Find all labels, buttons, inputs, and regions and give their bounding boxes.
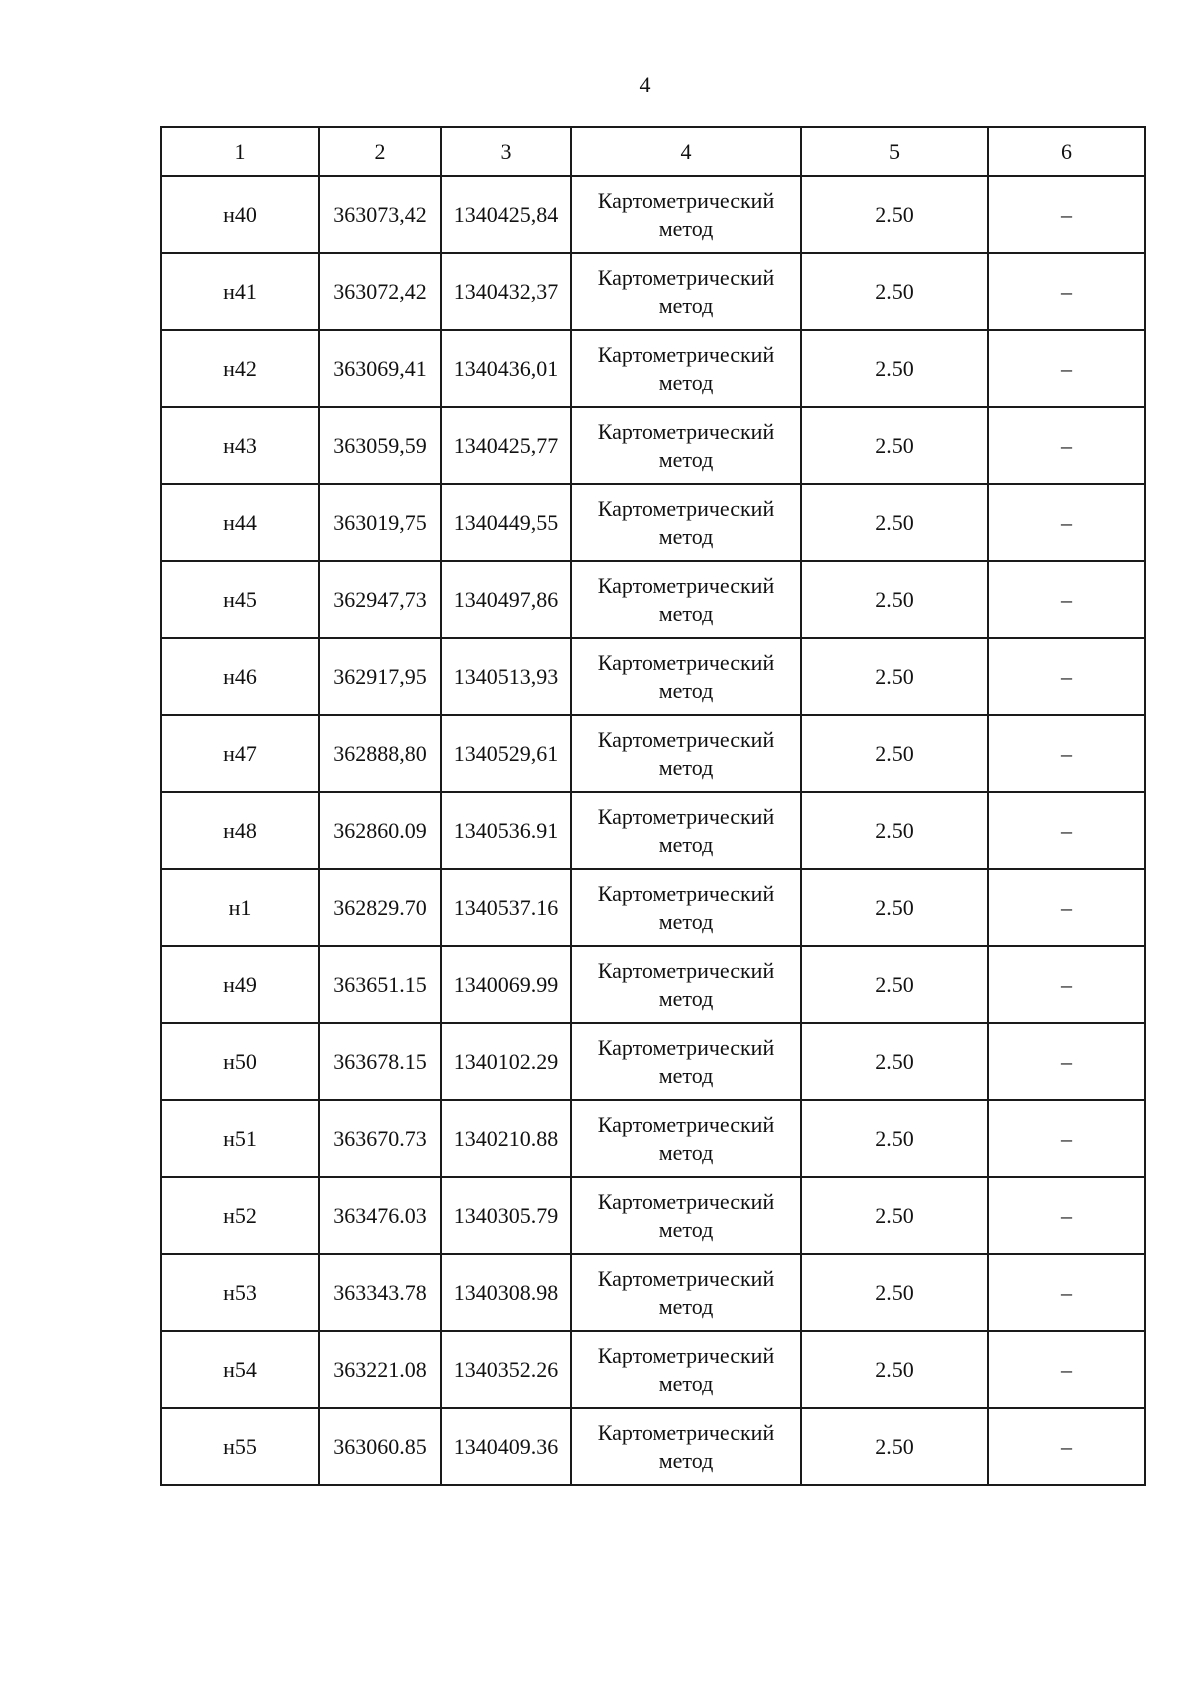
point-id-cell: н51 bbox=[161, 1100, 319, 1177]
page-number: 4 bbox=[639, 72, 651, 97]
x-coordinate-cell: 362888,80 bbox=[319, 715, 441, 792]
method-cell: Картометрический метод bbox=[571, 176, 801, 253]
y-coordinate-cell: 1340497,86 bbox=[441, 561, 571, 638]
accuracy-cell: 2.50 bbox=[801, 253, 988, 330]
table-row bbox=[161, 1254, 1145, 1331]
x-coordinate-cell: 363072,42 bbox=[319, 253, 441, 330]
table-row bbox=[161, 253, 1145, 330]
point-id-cell: н41 bbox=[161, 253, 319, 330]
y-coordinate-cell: 1340449,55 bbox=[441, 484, 571, 561]
method-cell: Картометрический метод bbox=[571, 869, 801, 946]
table-row bbox=[161, 176, 1145, 253]
table-row bbox=[161, 715, 1145, 792]
y-coordinate-cell: 1340069.99 bbox=[441, 946, 571, 1023]
accuracy-cell: 2.50 bbox=[801, 1254, 988, 1331]
point-id-cell: н43 bbox=[161, 407, 319, 484]
y-coordinate-cell: 1340536.91 bbox=[441, 792, 571, 869]
method-cell: Картометрический метод bbox=[571, 946, 801, 1023]
accuracy-cell: 2.50 bbox=[801, 407, 988, 484]
method-cell: Картометрический метод bbox=[571, 561, 801, 638]
point-id-cell: н40 bbox=[161, 176, 319, 253]
method-cell: Картометрический метод bbox=[571, 484, 801, 561]
header-cell-4: 4 bbox=[571, 127, 801, 176]
note-cell: – bbox=[988, 638, 1145, 715]
note-cell: – bbox=[988, 176, 1145, 253]
table-row bbox=[161, 792, 1145, 869]
point-id-cell: н44 bbox=[161, 484, 319, 561]
method-cell: Картометрический метод bbox=[571, 1023, 801, 1100]
note-cell: – bbox=[988, 792, 1145, 869]
x-coordinate-cell: 362829.70 bbox=[319, 869, 441, 946]
table-body bbox=[161, 176, 1145, 1485]
x-coordinate-cell: 363060.85 bbox=[319, 1408, 441, 1485]
accuracy-cell: 2.50 bbox=[801, 484, 988, 561]
x-coordinate-cell: 362860.09 bbox=[319, 792, 441, 869]
point-id-cell: н49 bbox=[161, 946, 319, 1023]
table-row bbox=[161, 946, 1145, 1023]
x-coordinate-cell: 363678.15 bbox=[319, 1023, 441, 1100]
point-id-cell: н48 bbox=[161, 792, 319, 869]
note-cell: – bbox=[988, 407, 1145, 484]
point-id-cell: н53 bbox=[161, 1254, 319, 1331]
x-coordinate-cell: 363059,59 bbox=[319, 407, 441, 484]
point-id-cell: н1 bbox=[161, 869, 319, 946]
accuracy-cell: 2.50 bbox=[801, 561, 988, 638]
note-cell: – bbox=[988, 946, 1145, 1023]
header-cell-5: 5 bbox=[801, 127, 988, 176]
note-cell: – bbox=[988, 1100, 1145, 1177]
method-cell: Картометрический метод bbox=[571, 1408, 801, 1485]
x-coordinate-cell: 363019,75 bbox=[319, 484, 441, 561]
x-coordinate-cell: 363343.78 bbox=[319, 1254, 441, 1331]
point-id-cell: н45 bbox=[161, 561, 319, 638]
y-coordinate-cell: 1340513,93 bbox=[441, 638, 571, 715]
note-cell: – bbox=[988, 561, 1145, 638]
header-row bbox=[161, 127, 1145, 176]
method-cell: Картометрический метод bbox=[571, 715, 801, 792]
method-cell: Картометрический метод bbox=[571, 792, 801, 869]
accuracy-cell: 2.50 bbox=[801, 330, 988, 407]
table-row bbox=[161, 1023, 1145, 1100]
note-cell: – bbox=[988, 1254, 1145, 1331]
note-cell: – bbox=[988, 715, 1145, 792]
y-coordinate-cell: 1340210.88 bbox=[441, 1100, 571, 1177]
method-cell: Картометрический метод bbox=[571, 1100, 801, 1177]
y-coordinate-cell: 1340305.79 bbox=[441, 1177, 571, 1254]
note-cell: – bbox=[988, 1331, 1145, 1408]
accuracy-cell: 2.50 bbox=[801, 946, 988, 1023]
coordinates-table bbox=[160, 126, 1146, 1486]
table-row bbox=[161, 1177, 1145, 1254]
header-cell-2: 2 bbox=[319, 127, 441, 176]
accuracy-cell: 2.50 bbox=[801, 638, 988, 715]
note-cell: – bbox=[988, 1023, 1145, 1100]
point-id-cell: н47 bbox=[161, 715, 319, 792]
header-cell-1: 1 bbox=[161, 127, 319, 176]
header-cell-3: 3 bbox=[441, 127, 571, 176]
table-row bbox=[161, 484, 1145, 561]
accuracy-cell: 2.50 bbox=[801, 1177, 988, 1254]
y-coordinate-cell: 1340529,61 bbox=[441, 715, 571, 792]
y-coordinate-cell: 1340537.16 bbox=[441, 869, 571, 946]
accuracy-cell: 2.50 bbox=[801, 1331, 988, 1408]
y-coordinate-cell: 1340425,77 bbox=[441, 407, 571, 484]
accuracy-cell: 2.50 bbox=[801, 176, 988, 253]
method-cell: Картометрический метод bbox=[571, 1177, 801, 1254]
method-cell: Картометрический метод bbox=[571, 638, 801, 715]
x-coordinate-cell: 363651.15 bbox=[319, 946, 441, 1023]
accuracy-cell: 2.50 bbox=[801, 869, 988, 946]
note-cell: – bbox=[988, 1408, 1145, 1485]
note-cell: – bbox=[988, 1177, 1145, 1254]
method-cell: Картометрический метод bbox=[571, 1331, 801, 1408]
note-cell: – bbox=[988, 869, 1145, 946]
accuracy-cell: 2.50 bbox=[801, 715, 988, 792]
table-row bbox=[161, 1408, 1145, 1485]
table-row bbox=[161, 407, 1145, 484]
table-row bbox=[161, 330, 1145, 407]
accuracy-cell: 2.50 bbox=[801, 792, 988, 869]
note-cell: – bbox=[988, 484, 1145, 561]
note-cell: – bbox=[988, 330, 1145, 407]
method-cell: Картометрический метод bbox=[571, 407, 801, 484]
table-row bbox=[161, 1331, 1145, 1408]
accuracy-cell: 2.50 bbox=[801, 1408, 988, 1485]
point-id-cell: н55 bbox=[161, 1408, 319, 1485]
x-coordinate-cell: 362917,95 bbox=[319, 638, 441, 715]
point-id-cell: н52 bbox=[161, 1177, 319, 1254]
x-coordinate-cell: 363476.03 bbox=[319, 1177, 441, 1254]
point-id-cell: н54 bbox=[161, 1331, 319, 1408]
table-header bbox=[161, 127, 1145, 176]
accuracy-cell: 2.50 bbox=[801, 1023, 988, 1100]
method-cell: Картометрический метод bbox=[571, 1254, 801, 1331]
point-id-cell: н50 bbox=[161, 1023, 319, 1100]
x-coordinate-cell: 363073,42 bbox=[319, 176, 441, 253]
y-coordinate-cell: 1340308.98 bbox=[441, 1254, 571, 1331]
point-id-cell: н46 bbox=[161, 638, 319, 715]
method-cell: Картометрический метод bbox=[571, 253, 801, 330]
x-coordinate-cell: 363069,41 bbox=[319, 330, 441, 407]
y-coordinate-cell: 1340409.36 bbox=[441, 1408, 571, 1485]
y-coordinate-cell: 1340432,37 bbox=[441, 253, 571, 330]
method-cell: Картометрический метод bbox=[571, 330, 801, 407]
table-row bbox=[161, 638, 1145, 715]
table-row bbox=[161, 1100, 1145, 1177]
y-coordinate-cell: 1340425,84 bbox=[441, 176, 571, 253]
note-cell: – bbox=[988, 253, 1145, 330]
y-coordinate-cell: 1340352.26 bbox=[441, 1331, 571, 1408]
x-coordinate-cell: 363221.08 bbox=[319, 1331, 441, 1408]
accuracy-cell: 2.50 bbox=[801, 1100, 988, 1177]
x-coordinate-cell: 362947,73 bbox=[319, 561, 441, 638]
x-coordinate-cell: 363670.73 bbox=[319, 1100, 441, 1177]
table-row bbox=[161, 561, 1145, 638]
table-row bbox=[161, 869, 1145, 946]
y-coordinate-cell: 1340102.29 bbox=[441, 1023, 571, 1100]
header-cell-6: 6 bbox=[988, 127, 1145, 176]
y-coordinate-cell: 1340436,01 bbox=[441, 330, 571, 407]
point-id-cell: н42 bbox=[161, 330, 319, 407]
